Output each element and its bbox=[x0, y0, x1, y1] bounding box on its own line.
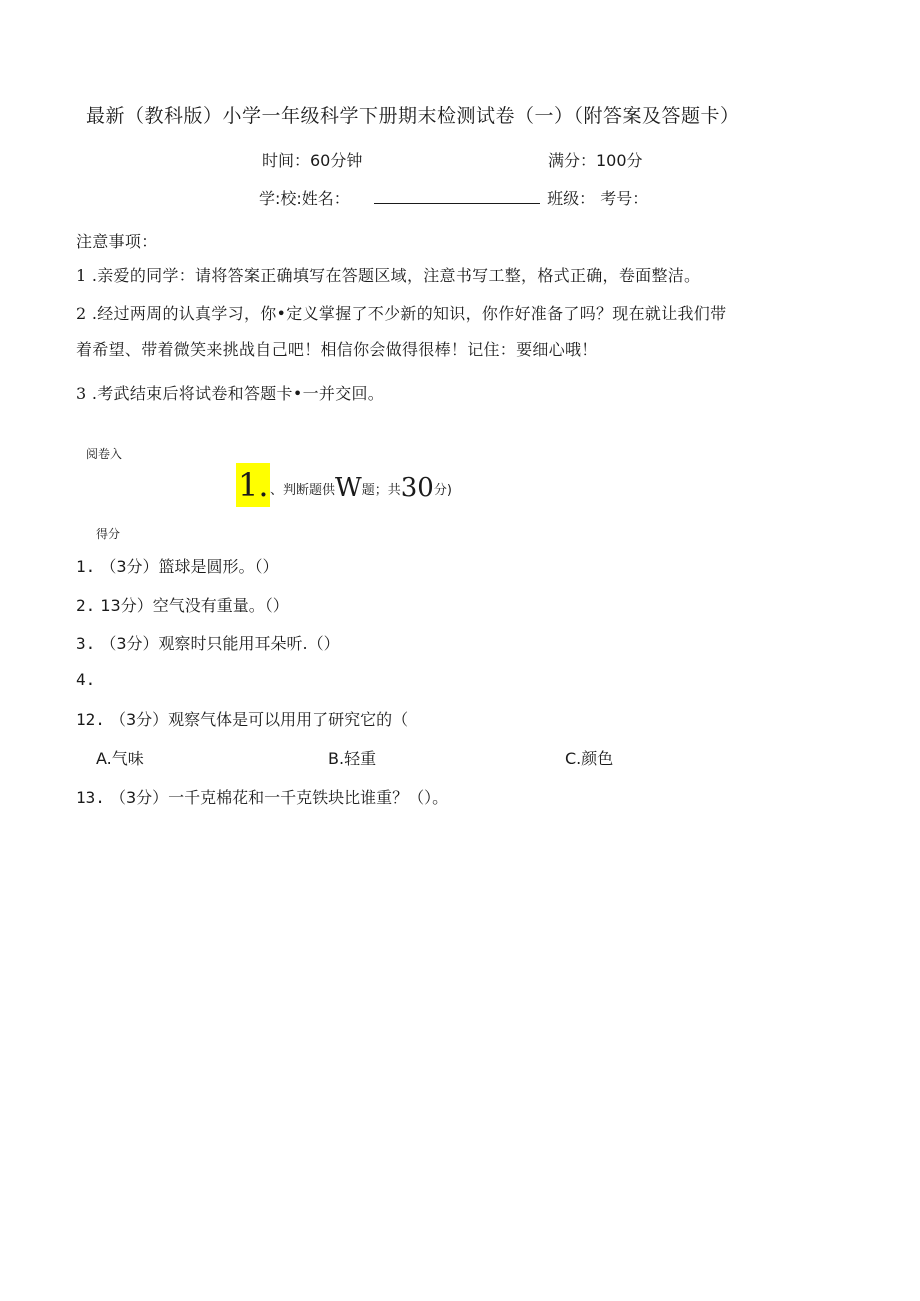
option-a[interactable]: A.气味 bbox=[96, 749, 144, 768]
notes-heading: 注意事项： bbox=[76, 232, 158, 251]
option-b[interactable]: B.轻重 bbox=[328, 749, 377, 768]
note-item-2-continued: 着希望、带着微笑来挑战自己吧！相信你会做得很棒！记住：要细心哦！ bbox=[76, 340, 598, 359]
question-text: 13分）空气没有重量。（） bbox=[100, 596, 289, 615]
note-item-3: 3 .考武结束后将试卷和答题卡•一并交回。 bbox=[76, 384, 385, 403]
score-box-label: 得分 bbox=[96, 527, 121, 541]
section-heading bbox=[236, 463, 452, 507]
section-title-part3: 分) bbox=[433, 483, 452, 498]
question-number: 2. bbox=[76, 596, 96, 615]
section-number-highlight: 1. bbox=[236, 463, 270, 507]
section-title-points: 30 bbox=[400, 473, 434, 503]
score-label: 满分：100分 bbox=[548, 151, 643, 170]
question-12 bbox=[76, 707, 408, 730]
question-number: 13. bbox=[76, 788, 105, 807]
question-4 bbox=[76, 670, 95, 689]
question-1 bbox=[76, 554, 279, 577]
question-number: 3. bbox=[76, 634, 96, 653]
question-number: 1. bbox=[76, 557, 96, 576]
page-title: 最新（教科版）小学一年级科学下册期末检测试卷（一）（附答案及答题卡） bbox=[86, 105, 740, 127]
class-label: 班级： bbox=[547, 189, 596, 208]
reviewer-label: 阅卷入 bbox=[86, 447, 123, 461]
question-text: （3分）篮球是圆形。（） bbox=[100, 557, 279, 576]
question-2 bbox=[76, 593, 289, 616]
question-number: 4. bbox=[76, 670, 96, 689]
question-3 bbox=[76, 631, 340, 654]
note-item-1: 1 .亲爱的同学：请将答案正确填写在答题区域，注意书写工整，格式正确，卷面整洁。 bbox=[76, 266, 701, 285]
question-13 bbox=[76, 785, 448, 808]
name-blank-line[interactable] bbox=[374, 189, 540, 204]
question-text: （3分）观察气体是可以用用了研究它的（ bbox=[110, 710, 409, 729]
student-info-row bbox=[259, 186, 648, 209]
section-title-count: W bbox=[335, 473, 362, 503]
question-number: 12. bbox=[76, 710, 105, 729]
question-text: （3分）一千克棉花和一千克铁块比谁重？（）。 bbox=[110, 788, 449, 807]
note-item-2: 2 .经过两周的认真学习，你•定义掌握了不少新的知识，你作好准备了吗？现在就让我们带 bbox=[76, 304, 727, 323]
question-text: （3分）观察时只能用耳朵听.（） bbox=[100, 634, 340, 653]
section-title-part2: 题；共 bbox=[361, 483, 401, 498]
school-name-label: 学:校:姓名： bbox=[259, 189, 350, 208]
option-c[interactable]: C.颜色 bbox=[565, 749, 614, 768]
time-label: 时间：60分钟 bbox=[262, 151, 363, 170]
exam-number-label: 考号： bbox=[600, 189, 649, 208]
section-title-part1: 、判断题供 bbox=[270, 483, 336, 498]
